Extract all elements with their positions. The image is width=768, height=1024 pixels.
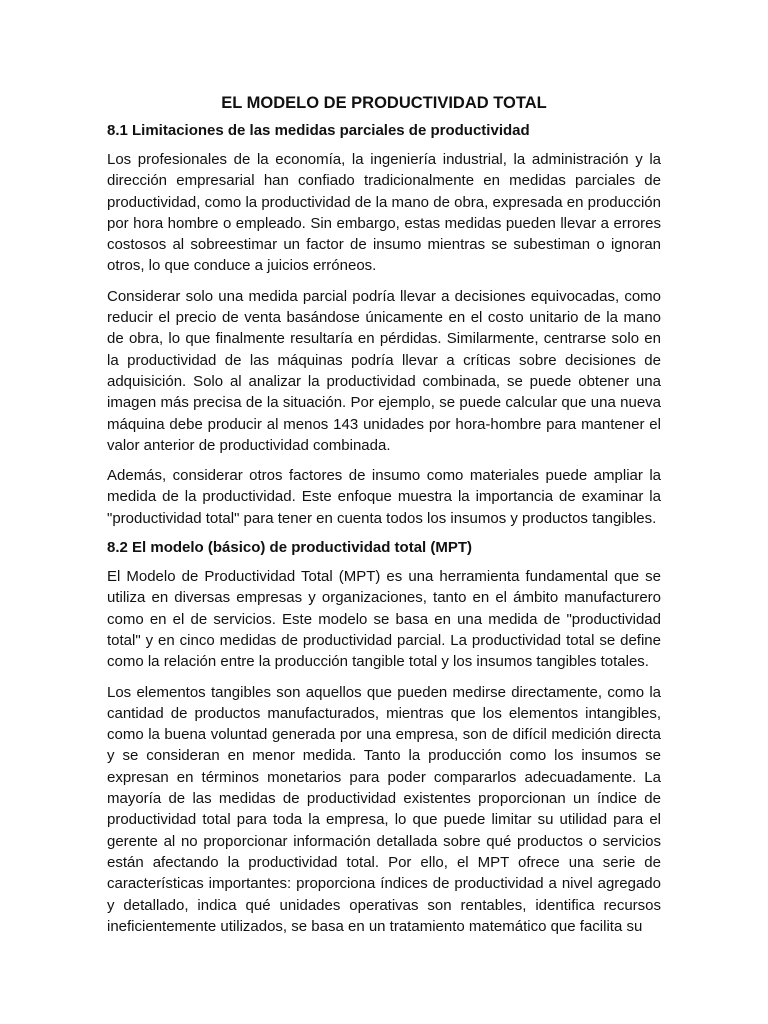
paragraph: El Modelo de Productividad Total (MPT) es una herramienta fundamental que se utiliza en diversas empresas y organizaciones, tanto en el ámbito manufacturero como en el de servicios. Este modelo se basa en una medida de "productividad total" y en cinco medidas de productividad parcial. La productividad total se define como la relación entre la producción tangible total y los insumos tangibles totales. [107,568,661,671]
document-title: EL MODELO DE PRODUCTIVIDAD TOTAL [221,94,547,112]
section-heading-8-1: 8.1 Limitaciones de las medidas parciales de productividad [107,122,530,139]
paragraph: Los elementos tangibles son aquellos que pueden medirse directamente, como la cantidad de productos manufacturados, mientras que los elementos intangibles, como la buena voluntad generada por una empresa, son de difícil medición directa y se consideran en menor medida. Tanto la producción como los insumos se expresan en términos monetarios para poder compararlos adecuadamente. La mayoría de las medidas de productividad existentes proporcionan un índice de productividad total para toda la empresa, lo que puede limitar su utilidad para el gerente al no proporcionar información detallada sobre qué productos o servicios están afectando la productividad total. Por ello, el MPT ofrece una serie de características importantes: proporciona índices de productividad a nivel agregado y detallado, indica qué unidades operativas son rentables, identifica recursos ineficientemente utilizados, se basa en un tratamiento matemático que facilita su [107,683,661,935]
paragraph: Además, considerar otros factores de insumo como materiales puede ampliar la medida de la productividad. Este enfoque muestra la importancia de examinar la "productividad total" para tener en cuenta todos los insumos y productos tangibles. [107,467,661,527]
document-page [107,93,661,946]
paragraph: Los profesionales de la economía, la ingeniería industrial, la administración y la dirección empresarial han confiado tradicionalmente en medidas parciales de productividad, como la productividad de la mano de obra, expresada en producción por hora hombre o empleado. Sin embargo, estas medidas pueden llevar a errores costosos al sobreestimar un factor de insumo mientras se subestiman o ignoran otros, lo que conduce a juicios erróneos. [107,151,661,275]
paragraph: Considerar solo una medida parcial podría llevar a decisiones equivocadas, como reducir el precio de venta basándose únicamente en el costo unitario de la mano de obra, lo que finalmente resultaría en pérdidas. Similarmente, centrarse solo en la productividad de las máquinas podría llevar a críticas sobre decisiones de adquisición. Solo al analizar la productividad combinada, se puede obtener una imagen más precisa de la situación. Por ejemplo, se puede calcular que una nueva máquina debe producir al menos 143 unidades por hora-hombre para mantener el valor anterior de productividad combinada. [107,287,661,454]
section-heading-8-2: 8.2 El modelo (básico) de productividad total (MPT) [107,539,473,557]
